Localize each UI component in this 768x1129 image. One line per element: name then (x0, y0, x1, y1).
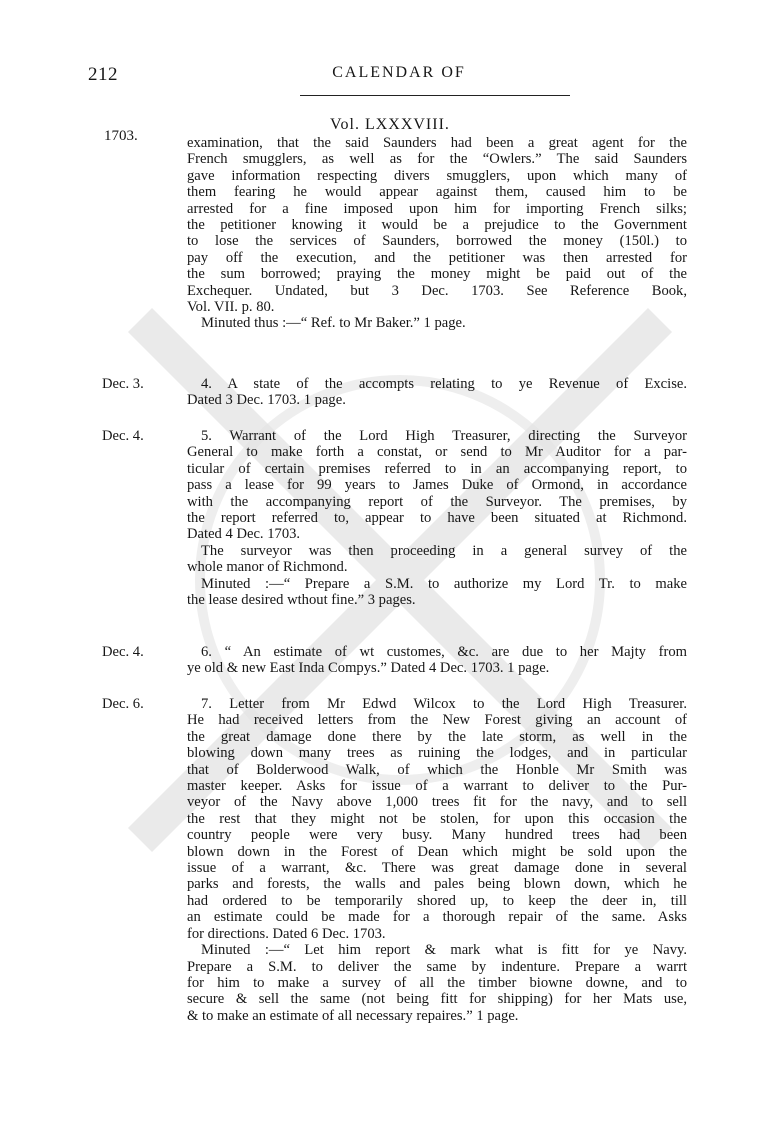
entry-date: Dec. 4. (102, 428, 144, 444)
entry-4 (187, 376, 687, 409)
text-line: ticular of certain premises referred to in an accompanying report, to (187, 460, 687, 477)
text-line: master keeper. Asks for issue of a warrant to deliver to the Pur- (187, 778, 687, 795)
text-line: an estimate could be made for a thorough repair of the same. Asks (187, 909, 687, 926)
entry-date: Dec. 6. (102, 696, 144, 712)
minute-line: Minuted thus :—“ Ref. to Mr Baker.” 1 page. (201, 315, 466, 332)
text-line: 6. “ An estimate of wt customes, &c. are due to her Majty from (201, 644, 687, 660)
text-line: Dated 4 Dec. 1703. (187, 526, 301, 543)
text-line: the sum borrowed; praying the money might be paid out of the (187, 266, 687, 283)
entry-7 (187, 696, 687, 1024)
text-line: blowing down many trees as ruining the lodges, and in particular (187, 745, 687, 762)
text-line: ye old & new East Inda Compys.” Dated 4 Dec. 1703. 1 page. (187, 660, 550, 677)
text-line: pass a lease for 99 years to James Duke of Ormond, in accordance (187, 477, 687, 494)
text-line: parks and forests, the walls and pales being blown down, which he (187, 876, 687, 893)
text-line: country people were very busy. Many hundred trees had been (187, 827, 687, 844)
text-line: whole manor of Richmond. (187, 559, 348, 576)
text-line: with the accompanying report of the Surveyor. The premises, by (187, 493, 687, 510)
minute-line: Prepare a S.M. to deliver the same by indenture. Prepare a warrt (187, 958, 687, 975)
text-line: the great damage done there by the late storm, as well in the (187, 728, 687, 745)
text-line: to lose the services of Saunders, borrowed the money (150l.) to (187, 233, 687, 250)
running-title: CALENDAR OF (332, 64, 466, 81)
minute-line: & to make an estimate of all necessary repaires.” 1 page. (187, 1007, 519, 1024)
text-line: pay off the execution, and the petitioner was then arrested for (187, 249, 687, 266)
minute-line: Minuted :—“ Let him report & mark what is fitt for ye Navy. (201, 942, 687, 959)
entry-5 (187, 428, 687, 608)
text-line: gave information respecting divers smugglers, upon which many of (187, 167, 687, 184)
text-line: issue of a warrant, &c. There was great damage done in several (187, 860, 687, 877)
text-line: arrested for a fine imposed upon him for importing French silks; (187, 200, 687, 217)
text-line: them fearing he would appear against them, caused him to be (187, 184, 687, 201)
year-margin-label: 1703. (104, 128, 138, 144)
text-line: the petitioner knowing it would be a prejudice to the Government (187, 217, 687, 234)
entry-date: Dec. 4. (102, 644, 144, 660)
text-line: The surveyor was then proceeding in a general survey of the (201, 542, 687, 559)
minute-line: secure & sell the same (not being fitt for shipping) for her Mats use, (187, 991, 687, 1008)
text-line: the report referred to, appear to have been situated at Richmond. (187, 510, 687, 527)
text-line: Dated 3 Dec. 1703. 1 page. (187, 392, 346, 409)
entry-date: Dec. 3. (102, 376, 144, 392)
text-line: French smugglers, as well as for the “Owlers.” The said Saunders (187, 151, 687, 168)
minute-line: for him to make a survey of all the timber biowne downe, and to (187, 974, 687, 991)
text-line: 5. Warrant of the Lord High Treasurer, directing the Surveyor (201, 428, 687, 444)
text-line: examination, that the said Saunders had been a great agent for the (187, 135, 687, 151)
minute-line: the lease desired wthout fine.” 3 pages. (187, 592, 416, 609)
page-number: 212 (88, 64, 118, 85)
text-line: for directions. Dated 6 Dec. 1703. (187, 925, 386, 942)
text-line: Vol. VII. p. 80. (187, 299, 275, 316)
text-line: 7. Letter from Mr Edwd Wilcox to the Lord High Treasurer. (201, 696, 687, 712)
volume-heading: Vol. LXXXVIII. (330, 116, 450, 133)
text-line: had ordered to be temporarily shored up, to keep the deer in, till (187, 892, 687, 909)
minute-line: Minuted :—“ Prepare a S.M. to authorize my Lord Tr. to make (201, 575, 687, 592)
text-line: blown down in the Forest of Dean which might be sold upon the (187, 843, 687, 860)
text-line: Exchequer. Undated, but 3 Dec. 1703. See Reference Book, (187, 282, 687, 299)
text-line: veyor of the Navy above 1,000 trees fit for the navy, and to sell (187, 794, 687, 811)
entry-6 (187, 644, 687, 677)
text-line: General to make forth a constat, or send to Mr Auditor for a par- (187, 444, 687, 461)
entry-continuation (187, 135, 687, 332)
text-line: the rest that they might not be stolen, for upon this occasion the (187, 810, 687, 827)
header-rule (300, 95, 570, 96)
text-line: He had received letters from the New Forest giving an account of (187, 712, 687, 729)
text-line: 4. A state of the accompts relating to ye Revenue of Excise. (201, 376, 687, 392)
text-line: that of Bolderwood Walk, of which the Honble Mr Smith was (187, 761, 687, 778)
